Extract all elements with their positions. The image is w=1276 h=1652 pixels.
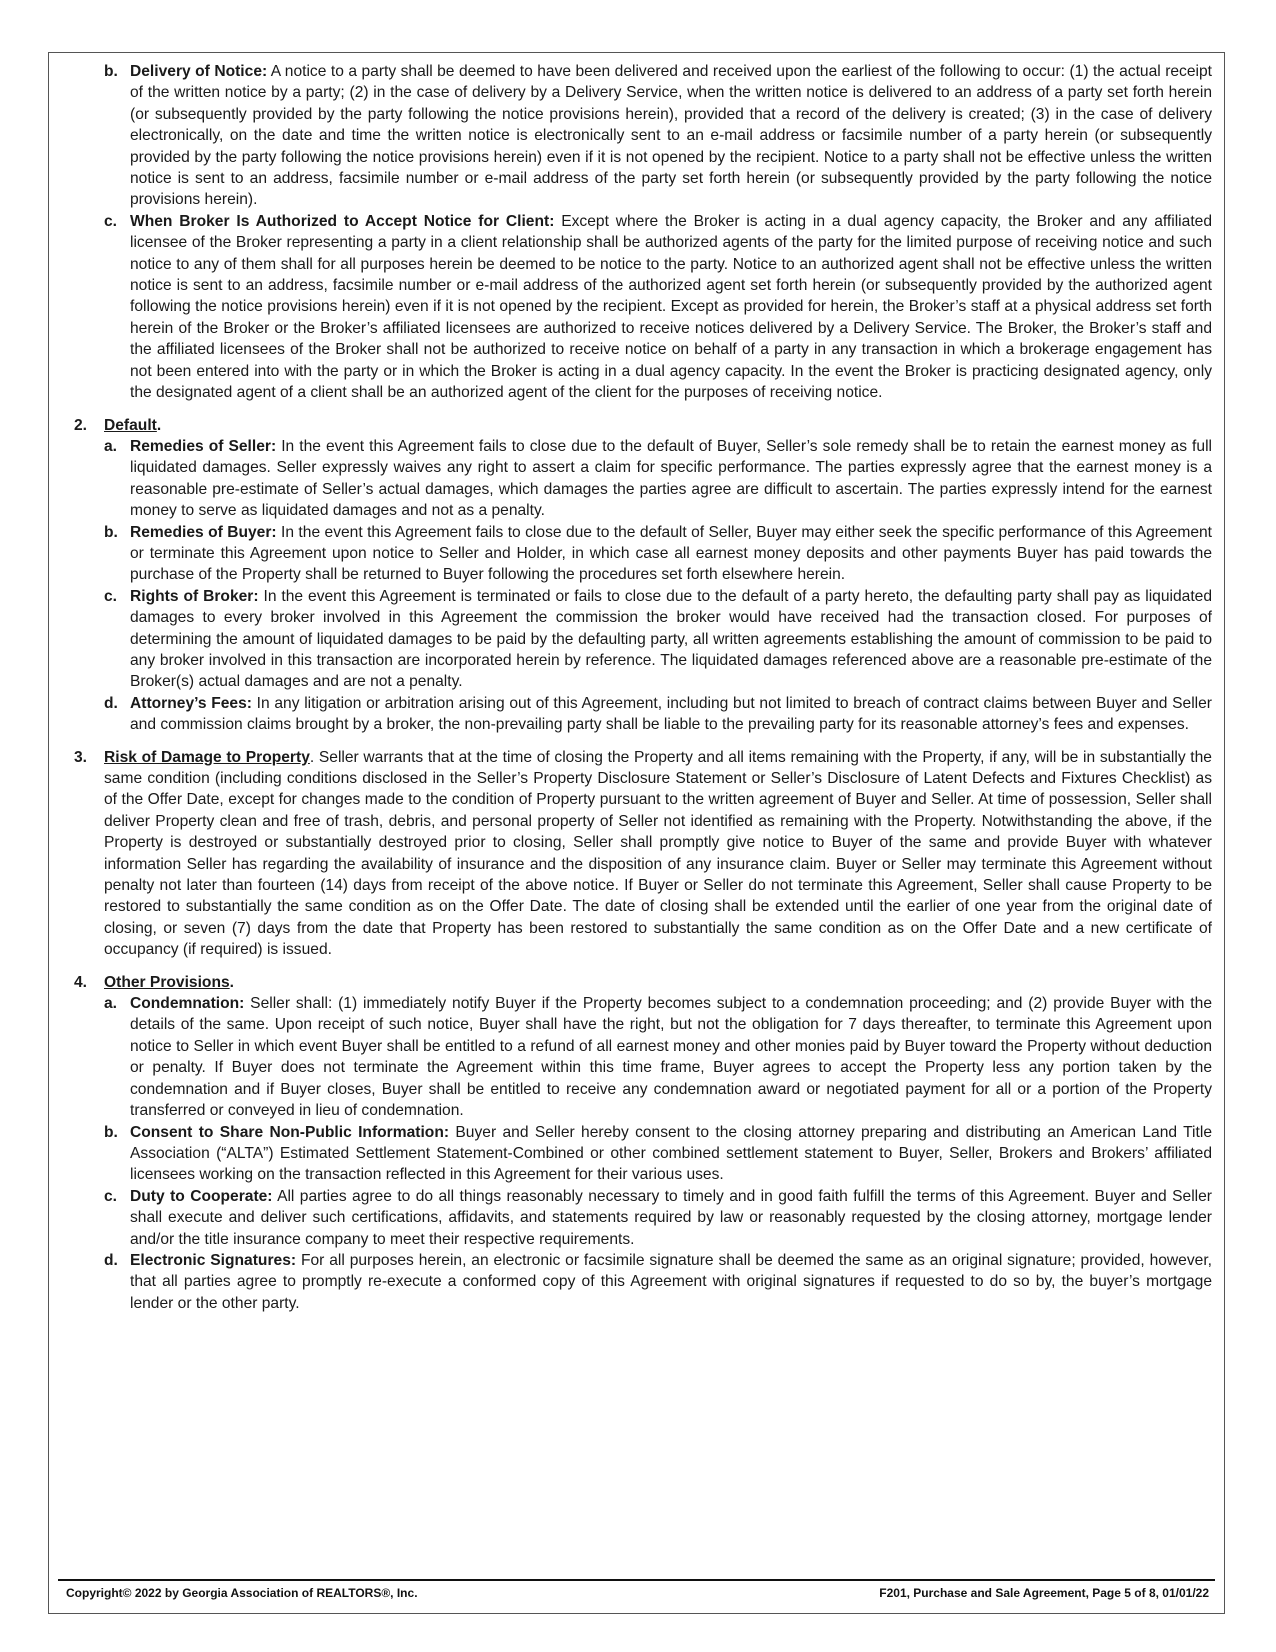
section-title: Risk of Damage to Property bbox=[104, 748, 310, 766]
clause-remedies-seller bbox=[52, 436, 1212, 522]
clause-title: Attorney’s Fees: bbox=[130, 694, 252, 712]
delivery-of-notice-clause bbox=[52, 61, 1212, 211]
clause-duty-cooperate bbox=[52, 1186, 1212, 1250]
clause-title: Remedies of Buyer: bbox=[130, 523, 277, 541]
clause-letter: d. bbox=[104, 1251, 118, 1269]
section-other-provisions-heading: 4. Other Provisions. bbox=[52, 972, 1212, 993]
clause-letter: d. bbox=[104, 694, 118, 712]
footer-divider bbox=[58, 1579, 1215, 1581]
broker-notice-clause bbox=[52, 211, 1212, 404]
clause-attorney-fees bbox=[52, 693, 1212, 736]
section-number: 2. bbox=[74, 416, 88, 434]
section-risk-of-damage bbox=[52, 747, 1212, 961]
clause-letter: a. bbox=[104, 995, 118, 1013]
clause-title: When Broker Is Authorized to Accept Notice for Client: bbox=[130, 212, 555, 230]
clause-text: A notice to a party shall be deemed to have been delivered and received upon the earliest of the following to occur: (1) the actual receipt of the written notice by a party; (2) in the case of delivery by a Delivery Service, when the written notice is delivered to an address of a party set forth herein (or subsequently provided by the party following the notice provisions herein), provided that a record of the delivery is created; (3) in the case of delivery electronically, on the date and time the written notice is electronically sent to an e-mail address or facsimile number of a party herein (or subsequently provided by the party following the notice provisions herein) even if it is not opened by the recipient. Notice to a party shall not be effective unless the written notice is sent to an address, facsimile number or e-mail address of the party set forth herein (or subsequently provided by the party following the notice provisions herein). bbox=[130, 63, 1212, 209]
section-title: Other Provisions bbox=[104, 973, 230, 991]
clause-title: Rights of Broker: bbox=[130, 587, 259, 605]
section-number: 3. bbox=[74, 748, 88, 766]
clause-title: Delivery of Notice: bbox=[130, 63, 268, 80]
clause-text: For all purposes herein, an electronic or facsimile signature shall be deemed the same as an original signature; provided, however, that all parties agree to promptly re-execute a conformed copy of this Agreement with original signatures if requested to do so by, the buyer’s mortgage lender or the other party. bbox=[130, 1251, 1212, 1312]
clause-text: Buyer and Seller hereby consent to the closing attorney preparing and distributing an American Land Title Association (“ALTA”) Estimated Settlement Statement-Combined or other combined settlement statement to Buyer, Seller, Brokers and Brokers’ affiliated licensees working on the transaction reflected in this Agreement for their various uses. bbox=[130, 1123, 1212, 1184]
copyright-notice: Copyright© 2022 by Georgia Association of REALTORS®, Inc. bbox=[66, 1586, 418, 1600]
clause-text: In any litigation or arbitration arising out of this Agreement, including but not limited to breach of contract claims between Buyer and Seller and commission claims brought by a broker, the non-prevailing party shall be liable to the prevailing party for its reasonable attorney’s fees and expenses. bbox=[130, 694, 1212, 734]
clause-letter: b. bbox=[104, 63, 118, 80]
clause-text: Except where the Broker is acting in a dual agency capacity, the Broker and any affiliated licensee of the Broker representing a party in a client relationship shall be authorized agents of the party for the limited purpose of receiving notice and such notice to any of them shall for all purposes herein be deemed to be notice to the party. Notice to an authorized agent shall not be effective unless the written notice is sent to an address, facsimile number or e-mail address of the authorized agent set forth herein (or subsequently provided by the authorized agent following the notice provisions herein) even if it is not opened by the recipient. Except as provided for herein, the Broker’s staff at a physical address set forth herein of the Broker or the Broker’s affiliated licensees are authorized to receive notices delivered by a Delivery Service. The Broker, the Broker’s staff and the affiliated licensees of the Broker shall not be authorized to receive notice on behalf of a party in any transaction in which a brokerage engagement has not been entered into with the party or in which the Broker is acting in a dual agency capacity. In the event the Broker is practicing designated agency, only the designated agent of a client shall be an authorized agent of the client for the purposes of receiving notice. bbox=[130, 212, 1212, 402]
clause-title: Duty to Cooperate: bbox=[130, 1187, 273, 1205]
clause-text: All parties agree to do all things reasonably necessary to timely and in good faith fulfill the terms of this Agreement. Buyer and Seller shall execute and deliver such certifications, affidavits, and statements required by law or reasonably requested by the closing attorney, mortgage lender and/or the title insurance company to meet their respective requirements. bbox=[130, 1187, 1213, 1248]
section-text: . Seller warrants that at the time of closing the Property and all items remaining with the Property, if any, will be in substantially the same condition (including conditions disclosed in the Seller’s Property Disclosure Statement or Seller’s Disclosure of Latent Defects and Fixtures Checklist) as of the Offer Date, except for changes made to the condition of Property pursuant to the written agreement of Buyer and Seller. At time of possession, Seller shall deliver Property clean and free of trash, debris, and personal property of Seller not identified as remaining with the Property. Notwithstanding the above, if the Property is destroyed or substantially destroyed prior to closing, Seller shall promptly give notice to Buyer of the same and provide Buyer with whatever information Seller has regarding the availability of insurance and the disposition of any insurance claim. Buyer or Seller may terminate this Agreement without penalty not later than fourteen (14) days from receipt of the above notice. If Buyer or Seller do not terminate this Agreement, Seller shall cause Property to be restored to substantially the same condition as on the Offer Date. The date of closing shall be extended until the earlier of one year from the original date of closing, or seven (7) days from the date that Property has been restored to substantially the same condition as on the Offer Date and a new certificate of occupancy (if required) is issued. bbox=[104, 748, 1212, 959]
section-title: Default bbox=[104, 416, 157, 434]
clause-title: Remedies of Seller: bbox=[130, 437, 277, 455]
section-default-heading: 2. Default. bbox=[52, 415, 1212, 436]
clause-text: In the event this Agreement is terminated or fails to close due to the default of a party hereto, the defaulting party shall pay as liquidated damages to every broker involved in this Agreement the commission the broker would have received had the transaction closed. For purposes of determining the amount of liquidated damages to be paid by the defaulting party, all written agreements establishing the amount of commission to be paid to any broker involved in this transaction are incorporated herein by reference. The liquidated damages referenced above are a reasonable pre-estimate of the Broker(s) actual damages and are not a penalty. bbox=[130, 587, 1212, 691]
clause-consent-share bbox=[52, 1122, 1212, 1186]
clause-letter: b. bbox=[104, 1123, 118, 1141]
clause-title: Consent to Share Non-Public Information: bbox=[130, 1123, 450, 1141]
clause-rights-broker bbox=[52, 586, 1212, 693]
clause-letter: c. bbox=[104, 587, 118, 605]
clause-text: In the event this Agreement fails to close due to the default of Buyer, Seller’s sole remedy shall be to retain the earnest money as full liquidated damages. Seller expressly waives any right to assert a claim for specific performance. The parties expressly agree that the earnest money is a reasonable pre-estimate of Seller’s actual damages, which damages the parties agree are difficult to ascertain. The parties expressly intend for the earnest money to serve as liquidated damages and not as a penalty. bbox=[130, 437, 1212, 520]
form-identifier: F201, Purchase and Sale Agreement, Page 5 of 8, 01/01/22 bbox=[879, 1586, 1209, 1600]
clause-remedies-buyer bbox=[52, 522, 1212, 586]
clause-letter: b. bbox=[104, 523, 118, 541]
document-body bbox=[52, 61, 1212, 1314]
clause-title: Electronic Signatures: bbox=[130, 1251, 297, 1269]
clause-text: In the event this Agreement fails to close due to the default of Seller, Buyer may either seek the specific performance of this Agreement or terminate this Agreement upon notice to Seller and Holder, in which case all earnest money deposits and other payments Buyer has paid towards the purchase of the Property shall be returned to Buyer following the procedures set forth elsewhere herein. bbox=[130, 523, 1212, 584]
clause-title: Condemnation: bbox=[130, 995, 245, 1013]
clause-letter: c. bbox=[104, 212, 118, 230]
clause-letter: a. bbox=[104, 437, 118, 455]
clause-text: Seller shall: (1) immediately notify Buyer if the Property becomes subject to a condemnation proceeding; and (2) provide Buyer with the details of the same. Upon receipt of such notice, Buyer shall have the right, but not the obligation for 7 days thereafter, to terminate this Agreement upon notice to Seller in which event Buyer shall be entitled to a refund of all earnest money and other monies paid by Buyer toward the Property without deduction or penalty. If Buyer does not terminate the Agreement within this time frame, Buyer agrees to accept the Property less any portion taken by the condemnation and if Buyer closes, Buyer shall be entitled to receive any condemnation award or negotiated payment for all or a portion of the Property transferred or conveyed in lieu of condemnation. bbox=[130, 995, 1212, 1120]
clause-electronic-signatures bbox=[52, 1250, 1212, 1314]
clause-letter: c. bbox=[104, 1187, 118, 1205]
section-number: 4. bbox=[74, 973, 88, 991]
clause-condemnation bbox=[52, 993, 1212, 1121]
